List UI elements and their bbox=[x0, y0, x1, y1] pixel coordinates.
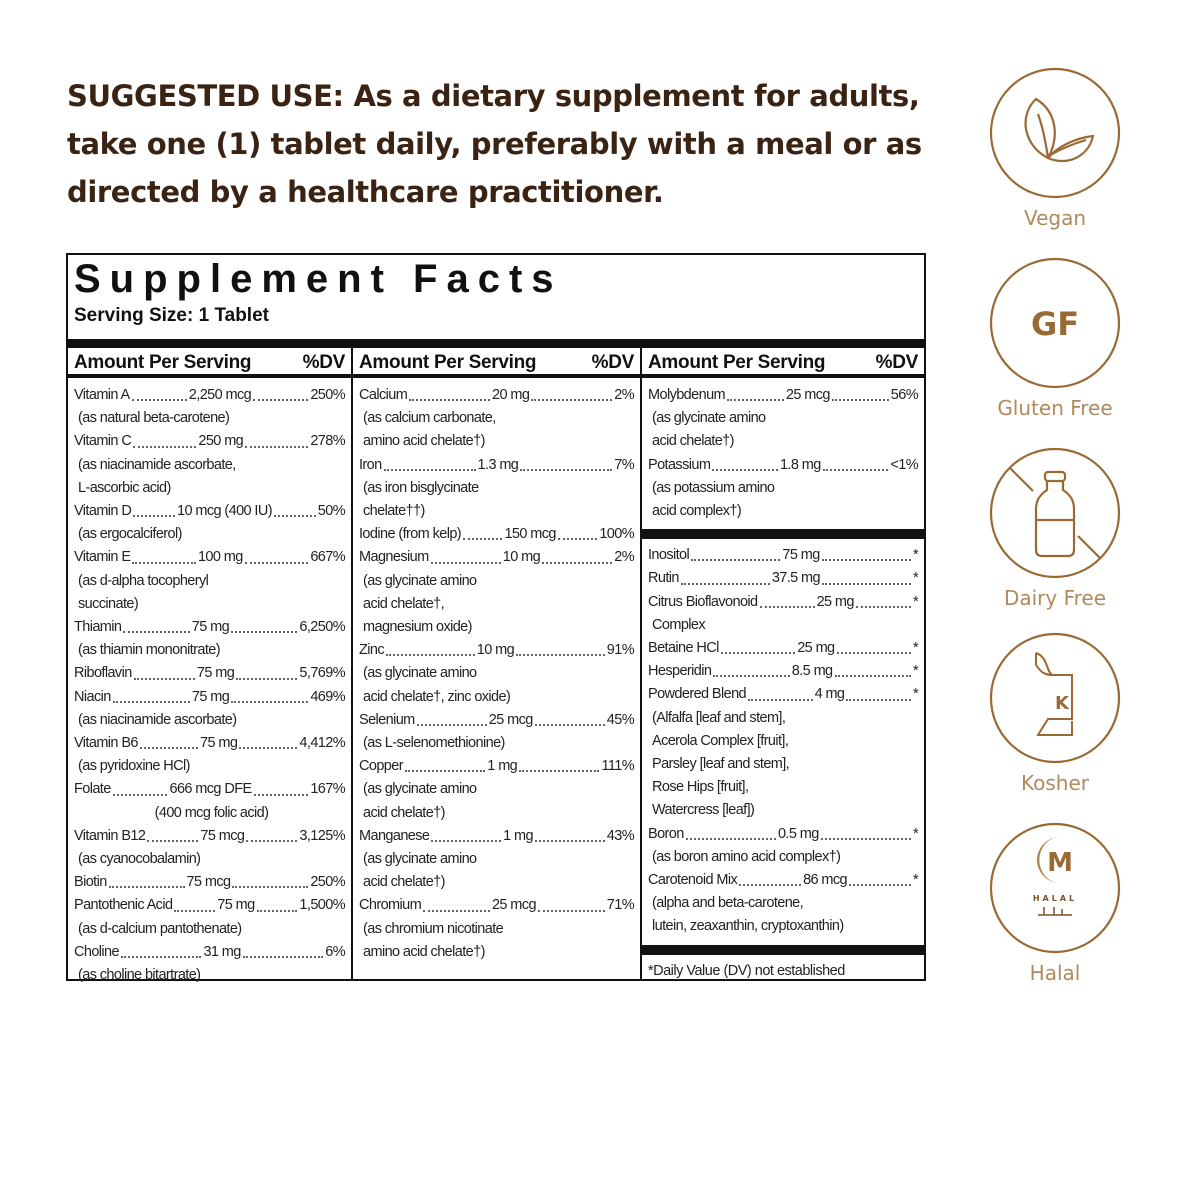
dot-leader bbox=[409, 384, 490, 401]
column-header-dv: %DV bbox=[875, 352, 918, 373]
nutrient-row bbox=[74, 546, 345, 569]
dot-leader bbox=[231, 686, 308, 703]
nutrient-row bbox=[74, 732, 345, 755]
nutrient-amount: 10 mg bbox=[476, 642, 515, 659]
nutrient-source-note: Watercress [leaf]) bbox=[652, 802, 755, 819]
dot-leader bbox=[245, 430, 308, 447]
dot-leader bbox=[823, 454, 889, 471]
nutrient-row bbox=[359, 894, 634, 917]
badge-halal bbox=[988, 821, 1122, 985]
nutrient-name: Vitamin A bbox=[74, 387, 130, 403]
nutrient-dv: 91% bbox=[606, 642, 635, 659]
nutrient-amount: 25 mcg bbox=[491, 897, 536, 914]
nutrient-row bbox=[648, 660, 918, 683]
dot-leader bbox=[113, 686, 190, 703]
nutrient-source-note: (as pyridoxine HCl) bbox=[78, 758, 190, 775]
nutrient-source-note: (as cyanocobalamin) bbox=[78, 851, 201, 868]
dot-leader bbox=[739, 869, 801, 886]
nutrient-row bbox=[74, 430, 345, 453]
nutrient-row bbox=[74, 825, 345, 848]
nutrient-row bbox=[359, 454, 634, 477]
dot-leader bbox=[535, 709, 605, 726]
dot-leader bbox=[123, 616, 189, 633]
dot-leader bbox=[253, 384, 308, 401]
dot-leader bbox=[835, 660, 911, 677]
dot-leader bbox=[558, 523, 597, 540]
nutrient-amount: 86 mcg bbox=[803, 872, 848, 889]
dot-leader bbox=[681, 567, 770, 584]
badge-label: Dairy Free bbox=[1003, 586, 1107, 610]
dot-leader bbox=[423, 894, 490, 911]
nutrient-row bbox=[359, 546, 634, 569]
nutrient-name: Hesperidin bbox=[648, 663, 712, 680]
nutrient-row bbox=[74, 384, 345, 407]
nutrient-name: Riboflavin bbox=[74, 665, 132, 682]
dot-leader bbox=[239, 732, 297, 749]
nutrient-row bbox=[74, 686, 345, 709]
nutrient-row bbox=[648, 544, 918, 567]
nutrient-amount: 31 mg bbox=[203, 943, 241, 960]
nutrient-source-note: acid chelate†) bbox=[652, 433, 734, 450]
nutrient-source-note: (400 mcg folic acid) bbox=[154, 804, 269, 821]
nutrient-dv: * bbox=[912, 640, 919, 657]
dot-leader bbox=[254, 778, 309, 795]
suggested-use-body: As a dietary supplement for adults, take one (1) tablet daily, preferably with a meal or as directed by a healthcare practitioner. bbox=[67, 79, 922, 209]
nutrient-dv: 6% bbox=[325, 943, 345, 960]
column-header-dv: %DV bbox=[591, 352, 634, 373]
nutrient-source-note: (as niacinamide ascorbate, bbox=[78, 456, 236, 473]
nutrient-list bbox=[353, 378, 640, 964]
nutrient-dv: * bbox=[912, 872, 918, 889]
nutrient-amount: 25 mg bbox=[816, 593, 854, 610]
nutrient-amount: 75 mg bbox=[196, 665, 235, 682]
suggested-use-text bbox=[67, 72, 947, 216]
dot-leader bbox=[245, 546, 309, 563]
badge-dairy-free bbox=[988, 446, 1122, 610]
nutrient-row bbox=[648, 637, 918, 660]
dot-leader bbox=[519, 755, 599, 772]
nutrient-name: Potassium bbox=[648, 456, 711, 473]
nutrient-amount: 0.5 mg bbox=[777, 825, 819, 842]
nutrient-name: Vitamin E bbox=[74, 549, 131, 566]
nutrient-name: Zinc bbox=[359, 642, 384, 659]
nutrient-name: Calcium bbox=[359, 387, 408, 403]
nutrient-amount: 4 mg bbox=[814, 686, 845, 703]
nutrient-dv: 45% bbox=[606, 711, 634, 728]
nutrient-name: Iodine (from kelp) bbox=[359, 526, 462, 543]
dot-leader bbox=[132, 384, 187, 401]
nutrient-amount: 1 mg bbox=[487, 758, 518, 775]
nutrient-name: Inositol bbox=[648, 547, 690, 564]
nutrient-source-note: acid chelate†, bbox=[363, 595, 445, 612]
nutrient-source-note: (as glycinate amino bbox=[363, 851, 477, 868]
nutrient-dv: 7% bbox=[614, 456, 634, 473]
nutrient-dv: 2% bbox=[614, 387, 634, 403]
nutrient-name: Folate bbox=[74, 781, 111, 798]
nutrient-dv: 167% bbox=[310, 781, 345, 798]
nutrient-amount: 20 mg bbox=[492, 387, 530, 403]
nutrient-amount: 10 mcg (400 IU) bbox=[177, 503, 272, 520]
dot-leader bbox=[405, 755, 485, 772]
divider-bar bbox=[642, 529, 924, 539]
dot-leader bbox=[846, 683, 911, 700]
nutrient-dv: 1,500% bbox=[299, 897, 346, 914]
nutrient-dv: * bbox=[912, 825, 919, 842]
nutrient-amount: 75 mg bbox=[782, 547, 820, 564]
nutrient-dv: 250% bbox=[310, 874, 345, 891]
dot-leader bbox=[236, 662, 297, 679]
nutrient-amount: 25 mcg bbox=[488, 711, 533, 728]
nutrient-amount: 666 mcg DFE bbox=[169, 781, 252, 798]
nutrient-row bbox=[74, 941, 345, 964]
dot-leader bbox=[431, 546, 501, 563]
nutrient-source-note: (as chromium nicotinate bbox=[363, 920, 504, 937]
nutrient-amount: 25 mcg bbox=[785, 387, 830, 403]
nutrient-amount: 250 mg bbox=[198, 433, 244, 450]
nutrient-row bbox=[74, 616, 345, 639]
nutrient-name: Manganese bbox=[359, 827, 430, 844]
nutrient-source-note: (as L-selenomethionine) bbox=[363, 735, 505, 752]
nutrient-amount: 10 mg bbox=[502, 549, 541, 566]
dot-leader bbox=[832, 384, 889, 401]
nutrient-dv: 6,250% bbox=[299, 619, 345, 636]
nutrient-source-note: (as calcium carbonate, bbox=[363, 410, 496, 427]
dot-leader bbox=[121, 941, 201, 958]
nutrient-name: Molybdenum bbox=[648, 387, 726, 403]
column-header bbox=[68, 348, 351, 378]
nutrient-amount: 75 mcg bbox=[186, 874, 231, 891]
dot-leader bbox=[856, 591, 911, 608]
dot-leader bbox=[713, 660, 789, 677]
nutrient-amount: 2,250 mcg bbox=[188, 387, 252, 403]
nutrient-name: Iron bbox=[359, 456, 382, 473]
dot-leader bbox=[531, 384, 612, 401]
nutrient-amount: 75 mg bbox=[199, 735, 238, 752]
nutrient-source-note: (alpha and beta-carotene, bbox=[652, 895, 804, 912]
nutrient-dv: 111% bbox=[601, 758, 635, 775]
dot-leader bbox=[243, 941, 323, 958]
nutrient-source-note: (as glycinate amino bbox=[363, 572, 477, 589]
facts-column-1 bbox=[68, 348, 353, 984]
divider-bar bbox=[642, 945, 924, 955]
nutrient-name: Chromium bbox=[359, 897, 422, 914]
column-header bbox=[642, 348, 924, 378]
dot-leader bbox=[721, 637, 795, 654]
nutrient-dv: <1% bbox=[890, 456, 918, 473]
nutrient-row bbox=[74, 871, 345, 894]
gf-icon bbox=[988, 256, 1122, 390]
nutrient-row bbox=[359, 755, 634, 778]
nutrient-dv: 43% bbox=[606, 827, 634, 844]
dot-leader bbox=[837, 637, 911, 654]
dot-leader bbox=[140, 732, 198, 749]
nutrient-name: Niacin bbox=[74, 688, 111, 705]
nutrient-source-note: acid complex†) bbox=[652, 503, 742, 520]
dot-leader bbox=[760, 591, 815, 608]
nutrient-dv: 5,769% bbox=[299, 665, 346, 682]
nutrient-row bbox=[359, 384, 634, 407]
dot-leader bbox=[712, 454, 778, 471]
dot-leader bbox=[727, 384, 784, 401]
column-header-amount: Amount Per Serving bbox=[648, 352, 826, 373]
nutrient-name: Vitamin C bbox=[74, 433, 132, 450]
nutrient-name: Citrus Bioflavonoid bbox=[648, 593, 758, 610]
nutrient-source-note: magnesium oxide) bbox=[363, 619, 472, 636]
no-milk-bottle-icon bbox=[988, 446, 1122, 580]
dot-leader bbox=[542, 546, 612, 563]
nutrient-dv: 71% bbox=[606, 897, 635, 914]
column-header-amount: Amount Per Serving bbox=[74, 352, 252, 373]
dot-leader bbox=[384, 454, 476, 471]
nutrient-amount: 25 mg bbox=[797, 640, 835, 657]
nutrient-source-note: succinate) bbox=[78, 595, 139, 612]
nutrient-source-note: Rose Hips [fruit], bbox=[652, 779, 749, 796]
nutrient-source-note: (as glycinate amino bbox=[363, 665, 477, 682]
nutrient-source-note: acid chelate†) bbox=[363, 874, 445, 891]
dot-leader bbox=[133, 500, 175, 517]
nutrient-row bbox=[359, 709, 634, 732]
nutrient-name: Choline bbox=[74, 943, 119, 960]
nutrient-name: Vitamin B6 bbox=[74, 735, 138, 752]
nutrient-source-note: L-ascorbic acid) bbox=[78, 479, 171, 496]
badge-label: Vegan bbox=[1023, 206, 1087, 230]
nutrient-row bbox=[648, 823, 918, 846]
nutrient-source-note: (as glycinate amino bbox=[363, 781, 477, 798]
nutrient-row bbox=[74, 500, 345, 523]
dot-leader bbox=[113, 778, 168, 795]
dot-leader bbox=[274, 500, 316, 517]
nutrient-source-note: (as d-alpha tocopheryl bbox=[78, 572, 209, 589]
nutrient-amount: 1.3 mg bbox=[477, 456, 519, 473]
dot-leader bbox=[431, 825, 501, 842]
nutrient-source-note: (as glycinate amino bbox=[652, 410, 766, 427]
nutrient-source-note: acid chelate†) bbox=[363, 804, 445, 821]
nutrient-name: Vitamin B12 bbox=[74, 827, 146, 844]
nutrient-source-note: (as niacinamide ascorbate) bbox=[78, 711, 237, 728]
nutrient-amount: 75 mcg bbox=[200, 827, 245, 844]
nutrient-row bbox=[359, 639, 634, 662]
dot-leader bbox=[132, 546, 196, 563]
nutrient-source-note: amino acid chelate†) bbox=[363, 433, 485, 450]
dot-leader bbox=[821, 823, 911, 840]
nutrient-name: Copper bbox=[359, 758, 403, 775]
dot-leader bbox=[822, 544, 911, 561]
nutrient-row bbox=[648, 591, 918, 614]
nutrient-name: Biotin bbox=[74, 874, 107, 891]
dot-leader bbox=[147, 825, 198, 842]
nutrient-source-note: (as boron amino acid complex†) bbox=[652, 848, 841, 865]
dot-leader bbox=[748, 683, 813, 700]
dot-leader bbox=[535, 825, 605, 842]
nutrient-dv: 469% bbox=[310, 688, 346, 705]
dot-leader bbox=[231, 616, 297, 633]
column-header-amount: Amount Per Serving bbox=[359, 352, 537, 373]
column-header-dv: %DV bbox=[302, 352, 345, 373]
nutrient-row bbox=[74, 894, 345, 917]
nutrient-source-note: acid chelate†, zinc oxide) bbox=[363, 688, 511, 705]
halal-seal-text: HALAL bbox=[1032, 894, 1078, 903]
nutrient-amount: 150 mcg bbox=[504, 526, 556, 543]
nutrient-source-note: (as potassium amino bbox=[652, 479, 775, 496]
nutrient-dv: 3,125% bbox=[299, 827, 345, 844]
nutrient-dv: 56% bbox=[890, 387, 919, 403]
nutrient-name: Betaine HCl bbox=[648, 640, 719, 657]
dot-leader bbox=[516, 639, 605, 656]
nutrient-row bbox=[648, 683, 918, 706]
nutrient-name: Powdered Blend bbox=[648, 686, 747, 703]
dot-leader bbox=[686, 823, 776, 840]
nutrient-source-note: (as natural beta-carotene) bbox=[78, 410, 230, 427]
dot-leader bbox=[386, 639, 475, 656]
nutrient-row bbox=[359, 523, 634, 546]
facts-column-3 bbox=[642, 348, 924, 979]
suggested-use-label: SUGGESTED USE: bbox=[67, 79, 344, 113]
nutrient-row bbox=[648, 567, 918, 590]
dot-leader bbox=[417, 709, 487, 726]
dot-leader bbox=[133, 430, 196, 447]
dot-leader bbox=[691, 544, 780, 561]
nutrient-dv: * bbox=[912, 663, 919, 680]
kosher-mark: K bbox=[1055, 693, 1069, 714]
nutrient-source-note: Parsley [leaf and stem], bbox=[652, 756, 790, 773]
column-header bbox=[353, 348, 640, 378]
nutrient-name: Magnesium bbox=[359, 549, 429, 566]
nutrient-name: Thiamin bbox=[74, 619, 122, 636]
nutrient-source-note: amino acid chelate†) bbox=[363, 943, 485, 960]
serving-size: Serving Size: 1 Tablet bbox=[74, 305, 269, 326]
nutrient-source-note: (as thiamin mononitrate) bbox=[78, 642, 220, 659]
dot-leader bbox=[849, 869, 911, 886]
nutrient-source-note: (as iron bisglycinate bbox=[363, 479, 479, 496]
nutrient-amount: 100 mg bbox=[197, 549, 243, 566]
facts-title: Supplement Facts bbox=[74, 257, 563, 301]
nutrient-row bbox=[648, 454, 918, 477]
nutrient-list bbox=[642, 378, 924, 983]
dot-leader bbox=[257, 894, 298, 911]
halal-icon bbox=[988, 821, 1122, 955]
badge-kosher bbox=[988, 631, 1122, 795]
nutrient-row bbox=[648, 869, 918, 892]
dot-leader bbox=[109, 871, 185, 888]
badge-label: Kosher bbox=[1021, 771, 1089, 795]
nutrient-dv: 250% bbox=[310, 387, 345, 403]
kosher-icon bbox=[988, 631, 1122, 765]
facts-column-2 bbox=[353, 348, 642, 979]
badge-gluten-free bbox=[988, 256, 1122, 420]
nutrient-name: Rutin bbox=[648, 570, 679, 587]
gf-mark: GF bbox=[1030, 305, 1080, 343]
nutrient-source-note: chelate††) bbox=[363, 503, 425, 520]
nutrient-amount: 75 mg bbox=[217, 897, 255, 914]
dot-leader bbox=[246, 825, 297, 842]
daily-value-footnote: *Daily Value (DV) not established bbox=[648, 962, 845, 979]
nutrient-dv: 4,412% bbox=[299, 735, 346, 752]
nutrient-source-note: lutein, zeaxanthin, cryptoxanthin) bbox=[652, 918, 844, 935]
nutrient-source-note: (as choline bitartrate) bbox=[78, 967, 201, 984]
leaf-icon bbox=[988, 66, 1122, 200]
nutrient-source-note: (as ergocalciferol) bbox=[78, 526, 182, 543]
nutrient-dv: * bbox=[912, 593, 919, 610]
halal-mark: M bbox=[1047, 848, 1073, 878]
nutrient-row bbox=[648, 384, 918, 407]
dot-leader bbox=[134, 662, 195, 679]
nutrient-dv: 100% bbox=[599, 526, 635, 543]
dot-leader bbox=[463, 523, 502, 540]
nutrient-amount: 37.5 mg bbox=[771, 570, 821, 587]
dot-leader bbox=[520, 454, 612, 471]
nutrient-amount: 1.8 mg bbox=[779, 456, 821, 473]
dot-leader bbox=[538, 894, 605, 911]
nutrient-source-note: (Alfalfa [leaf and stem], bbox=[652, 709, 786, 726]
nutrient-name: Vitamin D bbox=[74, 503, 132, 520]
nutrient-name: Selenium bbox=[359, 711, 415, 728]
dot-leader bbox=[174, 894, 215, 911]
nutrient-row bbox=[74, 662, 345, 685]
nutrient-amount: 75 mg bbox=[191, 619, 230, 636]
nutrient-list bbox=[68, 378, 351, 987]
nutrient-source-note: (as d-calcium pantothenate) bbox=[78, 920, 242, 937]
nutrient-row bbox=[74, 778, 345, 801]
nutrient-name: Boron bbox=[648, 825, 684, 842]
supplement-facts-panel bbox=[66, 253, 926, 984]
nutrient-dv: 2% bbox=[614, 549, 635, 566]
nutrient-amount: 1 mg bbox=[503, 827, 533, 844]
nutrient-source-note: Acerola Complex [fruit], bbox=[652, 732, 789, 749]
nutrient-dv: 50% bbox=[317, 503, 345, 520]
badge-label: Halal bbox=[1029, 961, 1081, 985]
nutrient-row bbox=[359, 825, 634, 848]
nutrient-dv: * bbox=[912, 570, 919, 587]
nutrient-amount: 8.5 mg bbox=[791, 663, 833, 680]
dot-leader bbox=[232, 871, 308, 888]
nutrient-amount: 75 mg bbox=[191, 688, 230, 705]
nutrient-name: Pantothenic Acid bbox=[74, 897, 173, 914]
divider-bar bbox=[68, 339, 924, 348]
nutrient-dv: * bbox=[912, 547, 919, 564]
nutrient-name: Carotenoid Mix bbox=[648, 872, 738, 889]
nutrient-source-note: Complex bbox=[652, 616, 706, 633]
nutrient-dv: * bbox=[912, 686, 918, 703]
badge-label: Gluten Free bbox=[997, 396, 1113, 420]
nutrient-dv: 667% bbox=[310, 549, 345, 566]
badge-vegan bbox=[988, 66, 1122, 230]
nutrient-dv: 278% bbox=[310, 433, 345, 450]
dot-leader bbox=[822, 567, 911, 584]
